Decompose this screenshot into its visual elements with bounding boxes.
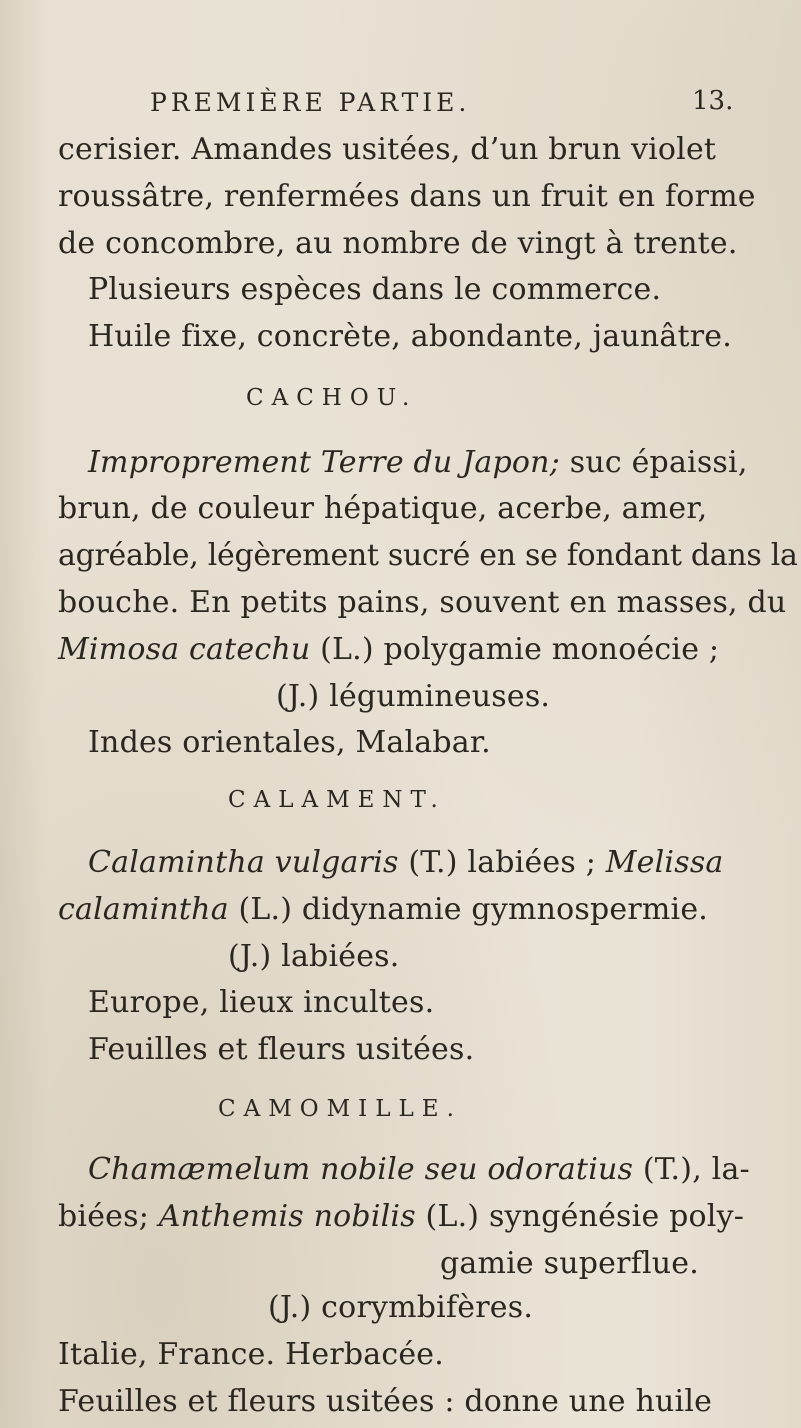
text-line: Plusieurs espèces dans le commerce.	[88, 272, 662, 308]
text-line: brun, de couleur hépatique, acerbe, amer,	[58, 491, 708, 527]
text-line	[58, 632, 719, 668]
running-title: PREMIÈRE PARTIE.	[150, 88, 471, 117]
italic-text: calamintha	[58, 891, 229, 927]
text-line	[88, 1152, 750, 1188]
text-line	[58, 892, 708, 928]
italic-text: Calamintha vulgaris	[88, 845, 399, 880]
text-line: (J.) légumineuses.	[276, 678, 551, 714]
text-line: roussâtre, renfermées dans un fruit en forme	[58, 178, 756, 214]
text-line: (J.) corymbifères.	[268, 1290, 534, 1326]
text-line: Indes orientales, Malabar.	[88, 725, 491, 761]
section-title: CAMOMILLE.	[218, 1095, 462, 1122]
text-line: agréable, légèrement sucré en se fondant dans la	[58, 538, 798, 574]
section-title: CALAMENT.	[228, 787, 446, 813]
roman-text: (L.) polygamie monoécie ;	[310, 631, 720, 667]
roman-text: (T.), la-	[633, 1151, 750, 1187]
text-line	[88, 445, 748, 481]
roman-text: (L.) didynamie gymnospermie.	[228, 891, 709, 927]
page-number: 13.	[692, 86, 734, 116]
text-line: cerisier. Amandes usitées, d’un brun violet	[58, 132, 717, 167]
text-line: bouche. En petits pains, souvent en masses, du	[58, 584, 787, 620]
roman-text: (L.) syngénésie poly-	[415, 1198, 745, 1234]
text-line	[58, 1199, 744, 1235]
roman-text: suc épaissi,	[560, 444, 748, 480]
roman-text: biées;	[58, 1198, 159, 1234]
italic-text: Melissa	[605, 845, 724, 880]
text-line	[88, 845, 724, 881]
text-line: (J.) labiées.	[228, 938, 400, 974]
text-line: gamie superflue.	[440, 1245, 699, 1281]
text-line: Europe, lieux incultes.	[88, 985, 435, 1021]
section-title: CACHOU.	[246, 384, 418, 411]
roman-text: (T.) labiées ;	[398, 845, 606, 880]
italic-text: Mimosa catechu	[58, 631, 311, 667]
italic-text: Improprement Terre du Japon;	[88, 444, 560, 480]
italic-text: Anthemis nobilis	[158, 1198, 416, 1234]
text-line: Huile fixe, concrète, abondante, jaunâtre.	[88, 319, 732, 355]
text-line: de concombre, au nombre de vingt à trente.	[58, 225, 738, 261]
italic-text: Chamæmelum nobile seu odoratius	[88, 1151, 634, 1187]
text-line: Italie, France. Herbacée.	[58, 1337, 444, 1373]
text-line: Feuilles et fleurs usitées : donne une huile	[58, 1384, 713, 1419]
text-line: Feuilles et fleurs usitées.	[88, 1032, 475, 1068]
